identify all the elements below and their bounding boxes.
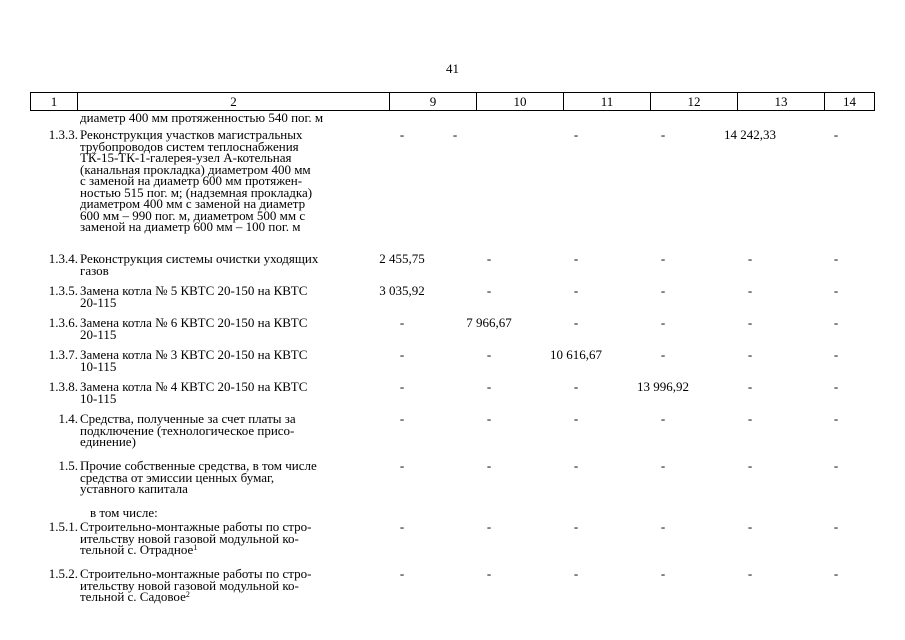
description-line: Замена котла № 6 КВТС 20-150 на КВТС (80, 315, 308, 330)
description-line: ностью 515 пог. м; (надземная прокладка) (80, 184, 313, 200)
description-line: единение) (80, 434, 136, 449)
row-description (80, 413, 365, 448)
description-line: Замена котла № 4 КВТС 20-150 на КВТС (80, 379, 308, 394)
header-col-10: 10 (476, 93, 563, 110)
value-cell: - (660, 566, 666, 581)
value-cell: - (660, 347, 666, 362)
description-line: 10-115 (80, 390, 117, 406)
value-cell: - (833, 379, 839, 394)
value-cell: - (660, 411, 666, 426)
row-number: 1.3.3. (48, 127, 78, 142)
description-line: ительству новой газовой модульной ко- (80, 577, 299, 593)
header-col-2: 2 (77, 93, 389, 110)
value-cell: - (573, 283, 579, 298)
value-cell: - (833, 251, 839, 266)
row-description (80, 349, 365, 372)
description-line: 20-115 (80, 326, 117, 342)
value-cell: - (660, 283, 666, 298)
row-number: 1.3.5. (48, 283, 78, 298)
description-line: с заменой на диаметр 600 мм протяжен- (80, 173, 303, 188)
value-cell: - (486, 458, 492, 473)
value-cell: 7 966,67 (466, 315, 512, 330)
value-cell: - (747, 566, 753, 581)
description-line: тельной с. Отрадное$^1$ (80, 542, 198, 557)
header-col-13: 13 (737, 93, 824, 110)
value-cell: - (486, 519, 492, 534)
value-cell: - (486, 566, 492, 581)
row-description (80, 317, 365, 340)
value-cell: - (573, 411, 579, 426)
value-cell: - (399, 458, 405, 473)
value-cell: - (747, 458, 753, 473)
description-line: Замена котла № 3 КВТС 20-150 на КВТС (80, 347, 308, 362)
continuation-text: диаметр 400 мм протяженностью 540 пог. м (80, 110, 324, 125)
value-cell: - (833, 283, 839, 298)
page-number: 41 (446, 61, 459, 76)
value-cell: - (573, 566, 579, 581)
value-cell: - (486, 411, 492, 426)
description-line: Реконструкция системы очистки уходящих (80, 251, 319, 266)
value-cell: - (833, 411, 839, 426)
description-line: ТК-15-ТК-1-галерея-узел А-котельная (80, 150, 292, 165)
header-col-11: 11 (563, 93, 650, 110)
description-line: газов (80, 262, 109, 278)
row-number: 1.3.8. (48, 379, 78, 394)
table-header (30, 92, 875, 111)
value-cell: 10 616,67 (550, 347, 602, 362)
description-line: Строительно-монтажные работы по стро- (80, 519, 312, 534)
value-cell: - (660, 458, 666, 473)
description-line: уставного капитала (80, 481, 188, 496)
header-col-12: 12 (650, 93, 737, 110)
description-line: ительству новой газовой модульной ко- (80, 530, 299, 546)
value-cell: - (747, 251, 753, 266)
value-cell: - (399, 347, 405, 362)
value-cell: - (833, 566, 839, 581)
value-cell: - (833, 315, 839, 330)
value-cell: - (486, 379, 492, 394)
description-line: 10-115 (80, 358, 117, 374)
row-number: 1.5.1. (48, 519, 78, 534)
description-line: подключение (технологическое присо- (80, 422, 295, 438)
description-line: Замена котла № 5 КВТС 20-150 на КВТС (80, 283, 308, 298)
description-line: трубопроводов систем теплоснабжения (80, 138, 299, 154)
value-cell: - (399, 127, 405, 142)
description-line: заменой на диаметр 600 мм – 100 пог. м (80, 219, 301, 234)
header-col-14: 14 (824, 93, 874, 110)
row-number: 1.5.2. (48, 566, 78, 581)
description-line: Реконструкция участков магистральных (80, 127, 303, 142)
footnote-marker: 2 (185, 590, 190, 599)
row-description (80, 381, 365, 404)
value-cell: - (399, 519, 405, 534)
value-cell: 13 996,92 (637, 379, 689, 394)
value-cell: - (452, 127, 458, 142)
value-cell: - (747, 411, 753, 426)
value-cell: - (399, 411, 405, 426)
value-cell: - (573, 379, 579, 394)
description-line: в том числе: (90, 505, 158, 520)
value-cell: - (660, 251, 666, 266)
header-col-9: 9 (389, 93, 476, 110)
value-cell: - (833, 127, 839, 142)
row-description (80, 521, 365, 556)
value-cell: - (486, 347, 492, 362)
value-cell: 14 242,33 (724, 127, 776, 142)
value-cell: - (573, 315, 579, 330)
value-cell: - (747, 283, 753, 298)
description-line: Прочие собственные средства, в том числе (80, 458, 317, 473)
value-cell: - (399, 566, 405, 581)
row-number: 1.3.7. (48, 347, 78, 362)
description-line: 20-115 (80, 294, 117, 310)
description-line: диаметром 400 мм с заменой на диаметр (80, 196, 306, 211)
value-cell: - (833, 458, 839, 473)
description-line: Строительно-монтажные работы по стро- (80, 566, 312, 581)
row-description (80, 253, 365, 276)
header-col-1: 1 (50, 94, 58, 109)
value-cell: - (747, 379, 753, 394)
row-description (80, 460, 365, 495)
value-cell: - (573, 127, 579, 142)
row-description (80, 568, 365, 603)
value-cell: - (747, 315, 753, 330)
value-cell: - (660, 519, 666, 534)
value-cell: - (486, 251, 492, 266)
value-cell: 2 455,75 (379, 251, 425, 266)
value-cell: - (747, 519, 753, 534)
row-number: 1.3.6. (48, 315, 78, 330)
description-line: средства от эмиссии ценных бумаг, (80, 469, 275, 485)
row-number: 1.3.4. (48, 251, 78, 266)
footnote-marker: 1 (193, 543, 198, 552)
value-cell: - (833, 347, 839, 362)
value-cell: - (399, 379, 405, 394)
row-description (90, 507, 375, 519)
description-line: (канальная прокладка) диаметром 400 мм (80, 161, 311, 177)
description-line: тельной с. Садовое$^2$ (80, 589, 190, 604)
value-cell: 3 035,92 (379, 283, 425, 298)
row-number: 1.5. (58, 458, 78, 473)
value-cell: - (573, 519, 579, 534)
row-description (80, 285, 365, 308)
description-line: Средства, полученные за счет платы за (80, 411, 296, 426)
value-cell: - (573, 458, 579, 473)
row-description (80, 129, 365, 233)
value-cell: - (399, 315, 405, 330)
value-cell: - (833, 519, 839, 534)
value-cell: - (660, 315, 666, 330)
row-number: 1.4. (58, 411, 78, 426)
value-cell: - (747, 347, 753, 362)
value-cell: - (660, 127, 666, 142)
description-line: 600 мм – 990 пог. м, диаметром 500 мм с (80, 207, 306, 223)
value-cell: - (486, 283, 492, 298)
value-cell: - (573, 251, 579, 266)
